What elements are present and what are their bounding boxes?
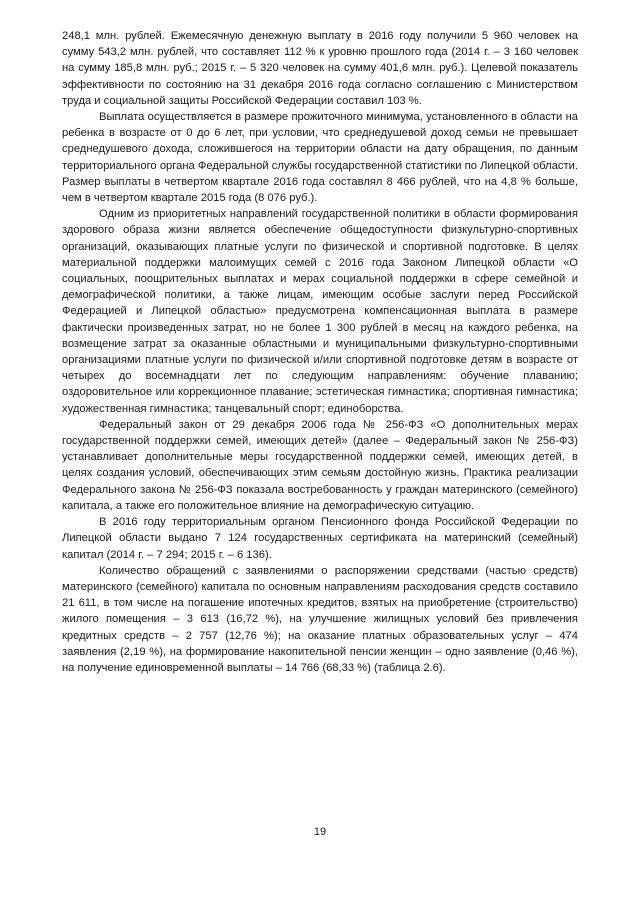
paragraph-sports-compensation: Одним из приоритетных направлений государственной политики в области формирования здорового образа жизни является обеспечение общедоступности физкультурно-спортивных организаций, оказывающих платные услуги по физической и спортивной подготовке. В целях материальной поддержки малоимущих семей с 2016 года Законом Липецкой области «О социальных, поощрительных выплатах и мерах социальной поддержки в сфере семейной и демографической политики, а также лицам, имеющим особые заслуги перед Российской Федерацией и Липецкой областью» предусмотрена компенсационная выплата в размере фактически произведенных затрат, но не более 1 300 рублей в месяц на каждого ребенка, на возмещение затрат за оказанные областными и муниципальными физкультурно-спортивными организациями платные услуги по физической и/или спортивной подготовке детям в возрасте от четырех до восемнадцати лет по следующим направлениям: обучение плаванию; оздоровительное или коррекционное плавание; эстетическая гимнастика; спортивная гимнастика; художественная гимнастика; танцевальный спорт; единоборства.	[62, 208, 578, 415]
paragraph-applications: Количество обращений с заявлениями о распоряжении средствами (частью средств) материнского (семейного) капитала по основным направлениям расходования средств составило 21 611, в том числе на погашение ипотечных кредитов, взятых на приобретение (строительство) жилого помещения – 3 613 (16,72 %), на улучшение жилищных условий без привлечения кредитных средств – 2 757 (12,76 %); на оказание платных образовательных услуг – 474 заявления (2,19 %), на формирование накопительной пенсии женщин – одно заявление (0,46 %), на получение единовременной выплаты – 14 766 (68,33 %) (таблица 2.6).	[62, 564, 578, 674]
page-number: 19	[313, 826, 327, 838]
paragraph-federal-law: Федеральный закон от 29 декабря 2006 года № 256-ФЗ «О дополнительных мерах государственной поддержки семей, имеющих детей» (далее – Федеральный закон № 256-ФЗ) устанавливает дополнительные меры государственной поддержки семей, имеющих детей, в целях создания условий, обеспечивающих этим семьям достойную жизнь. Практика реализации Федерального закона № 256-ФЗ показала востребованность у граждан материнского (семейного) капитала, а также его положительное влияние на демографическую ситуацию.	[62, 418, 578, 512]
paragraph-certificates: В 2016 году территориальным органом Пенсионного фонда Российской Федерации по Липецкой области выдано 7 124 государственных сертификата на материнский (семейный) капитал (2014 г. – 7 294; 2015 г. – 6 136).	[62, 516, 578, 561]
paragraph-continuation: 248,1 млн. рублей. Ежемесячную денежную выплату в 2016 году получили 5 960 человек на сумму 543,2 млн. рублей, что составляет 112 % к уровню прошлого года (2014 г. – 3 160 человек на сумму 185,8 млн. руб.; 2015 г. – 5 320 человек на сумму 401,6 млн. руб.). Целевой показатель эффективности по состоянию на 31 декабря 2016 года согласно соглашению с Министерством труда и социальной защиты Российской Федерации составил 103 %.	[62, 30, 578, 107]
body-text	[62, 28, 578, 676]
paragraph-payment-size: Выплата осуществляется в размере прожиточного минимума, установленного в области на ребенка в возрасте от 0 до 6 лет, при условии, что среднедушевой доход семьи не превышает среднедушевого дохода, сложившегося на территории области на дату обращения, по данным территориального органа Федеральной службы государственной статистики по Липецкой области. Размер выплаты в четвертом квартале 2016 года составлял 8 466 рублей, что на 4,8 % больше, чем в четвертом квартале 2015 года (8 076 руб.).	[62, 111, 578, 205]
